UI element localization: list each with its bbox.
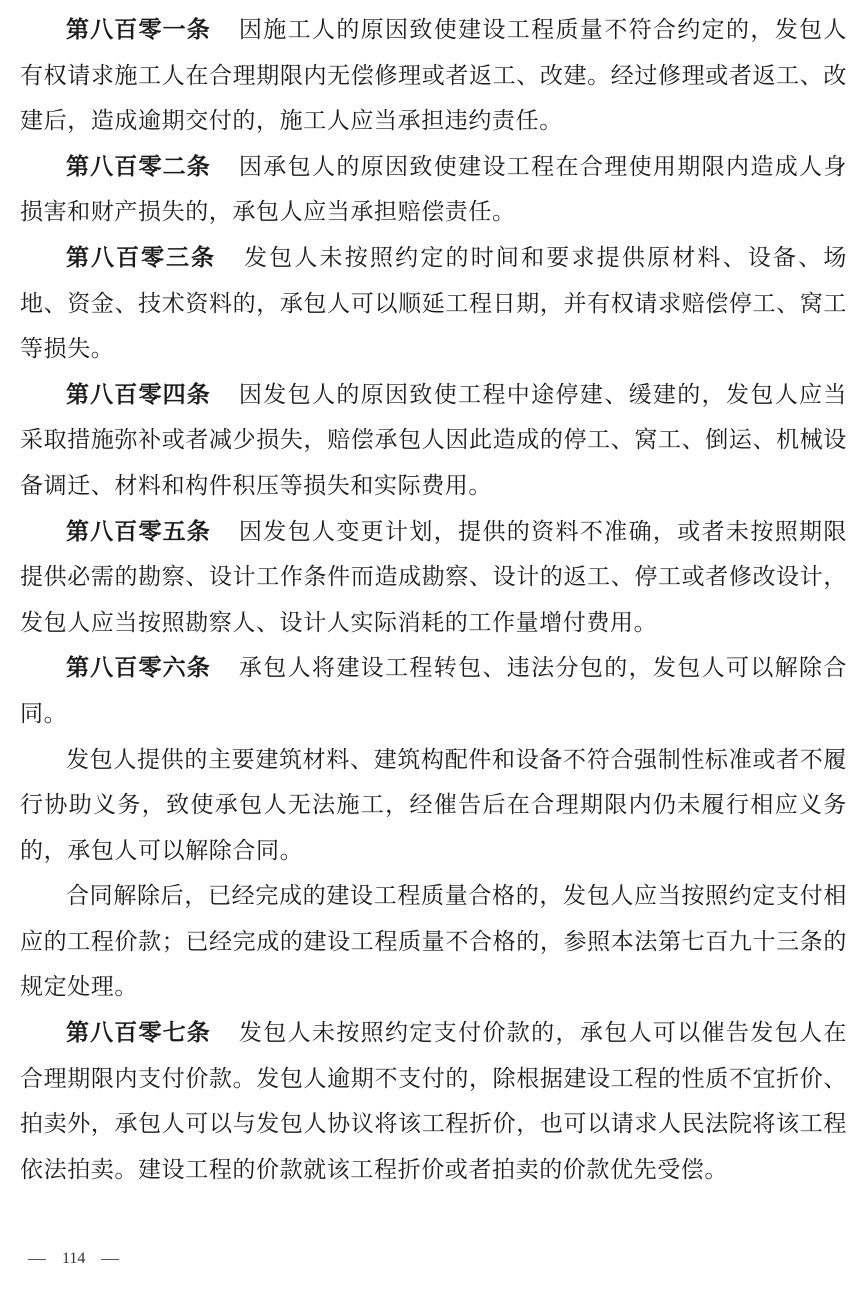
page-footer [28,1250,119,1268]
page-number: 114 [62,1250,86,1267]
article-text: 因施工人的原因致使建设工程质量不符合约定的，发包人有权请求施工人在合理期限内无偿修理或者返工、改建。经过修理或者返工、改建后，造成逾期交付的，施工人应当承担违约责任。 [20,17,847,135]
article-805 [20,510,847,647]
article-806 [20,646,847,737]
footer-dash-right [101,1259,119,1260]
article-number: 第八百零一条 [66,17,211,43]
article-number: 第八百零七条 [66,1020,211,1047]
article-text: 发包人未按照约定支付价款的，承包人可以催告发包人在合理期限内支付价款。发包人逾期不支付的，除根据建设工程的性质不宜折价、拍卖外，承包人可以与发包人协议将该工程折价，也可以请求人民法院将该工程依法拍卖。建设工程的价款就该工程折价或者拍卖的价款优先受偿。 [20,1020,847,1183]
article-number: 第八百零二条 [66,153,211,180]
article-text: 发包人未按照约定的时间和要求提供原材料、设备、场地、资金、技术资料的，承包人可以顺延工程日期，并有权请求赔偿停工、窝工等损失。 [20,244,847,363]
article-801 [20,8,847,145]
article-802 [20,145,847,236]
article-803 [20,236,847,373]
footer-dash-left [28,1259,46,1260]
article-number: 第八百零三条 [66,244,216,271]
article-807 [20,1011,847,1193]
article-text: 承包人将建设工程转包、违法分包的，发包人可以解除合同。 [20,655,847,727]
article-text: 因承包人的原因致使建设工程在合理使用期限内造成人身损害和财产损失的，承包人应当承担赔偿责任。 [20,153,847,226]
article-number: 第八百零五条 [66,518,211,545]
article-number: 第八百零六条 [66,655,211,682]
article-number: 第八百零四条 [66,381,211,408]
article-804 [20,373,847,510]
article-806-paragraph-2: 发包人提供的主要建筑材料、建筑构配件和设备不符合强制性标准或者不履行协助义务，致使承包人无法施工，经催告后在合理期限内仍未履行相应义务的，承包人可以解除合同。 [20,746,847,864]
article-806-paragraph-3: 合同解除后，已经完成的建设工程质量合格的，发包人应当按照约定支付相应的工程价款；已经完成的建设工程质量不合格的，参照本法第七百九十三条的规定处理。 [20,883,847,1001]
article-text: 因发包人变更计划，提供的资料不准确，或者未按照期限提供必需的勘察、设计工作条件而造成勘察、设计的返工、停工或者修改设计，发包人应当按照勘察人、设计人实际消耗的工作量增付费用。 [20,518,847,636]
article-text: 因发包人的原因致使工程中途停建、缓建的，发包人应当采取措施弥补或者减少损失，赔偿承包人因此造成的停工、窝工、倒运、机械设备调迁、材料和构件积压等损失和实际费用。 [20,381,847,499]
